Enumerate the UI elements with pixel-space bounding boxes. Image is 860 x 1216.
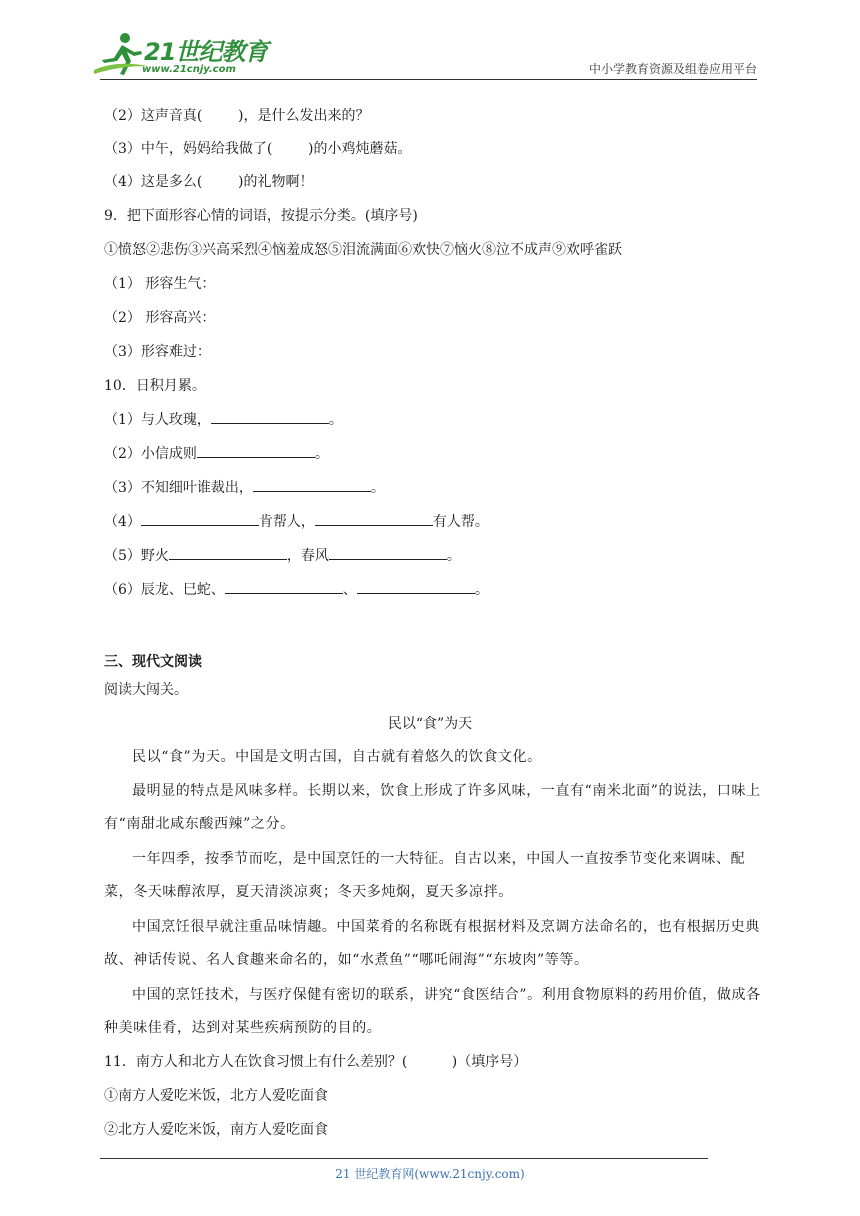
- article-paragraph: 中国的烹饪技术，与医疗保健有密切的联系，讲究“食医结合”。利用食物原料的药用价值，做成各种美味佳肴，达到对某些疾病预防的目的。: [104, 987, 761, 1036]
- answer-blank[interactable]: [141, 513, 259, 526]
- answer-blank[interactable]: [253, 479, 371, 492]
- q8-item-2: （2）这声音真( )，是什么发出来的？: [104, 108, 370, 124]
- answer-blank[interactable]: [225, 581, 343, 594]
- q10-item-6: （6）辰龙、巳蛇、 、 。: [104, 582, 489, 598]
- section-heading: 三、现代文阅读: [104, 654, 202, 670]
- q10-item-2: （2）小信成则 。: [104, 446, 329, 462]
- q10-title: 10．日积月累。: [104, 378, 206, 394]
- q11-option-1: ①南方人爱吃米饭，北方人爱吃面食: [104, 1088, 328, 1104]
- q9-item-3: （3）形容难过：: [104, 344, 211, 360]
- q10-item-4: （4） 肯帮人， 有人帮。: [104, 514, 489, 530]
- header-divider: [100, 79, 757, 80]
- q9-item-2: （2） 形容高兴：: [104, 310, 216, 326]
- q9-item-1: （1） 形容生气：: [104, 276, 216, 292]
- answer-blank[interactable]: [357, 581, 475, 594]
- article-paragraph: 中国烹饪很早就注重品味情趣。中国菜肴的名称既有根据材料及烹调方法命名的，也有根据历史典故、神话传说、名人食趣来命名的，如“水煮鱼”“哪吒闹海”“东坡肉”等等。: [104, 919, 760, 968]
- q8-item-3: （3）中午，妈妈给我做了( )的小鸡炖蘑菇。: [104, 141, 412, 157]
- article-paragraph: 一年四季，按季节而吃，是中国烹饪的一大特征。自古以来，中国人一直按季节变化来调味、配菜，冬天味醇浓厚，夏天清淡凉爽；冬天多炖焖，夏天多凉拌。: [104, 851, 746, 900]
- q8-item-4: （4）这是多么( )的礼物啊！: [104, 174, 314, 190]
- page-header: [0, 0, 860, 92]
- article-paragraph: 最明显的特点是风味多样。长期以来，饮食上形成了许多风味，一直有“南米北面”的说法，口味上有“南甜北咸东酸西辣”之分。: [104, 783, 761, 832]
- article-title: 民以“食”为天: [387, 716, 473, 732]
- article-paragraph: 民以“食”为天。中国是文明古国，自古就有着悠久的饮食文化。: [132, 749, 542, 765]
- answer-blank[interactable]: [315, 513, 433, 526]
- logo-url: www.21cnjy.com: [142, 64, 236, 75]
- site-logo: [92, 30, 268, 78]
- section-intro: 阅读大闯关。: [104, 682, 188, 698]
- platform-name: 中小学教育资源及组卷应用平台: [588, 62, 757, 76]
- answer-blank[interactable]: [169, 547, 287, 560]
- footer-text[interactable]: 21 世纪教育网(www.21cnjy.com): [335, 1167, 525, 1181]
- footer-divider: [100, 1158, 708, 1159]
- q11-option-2: ②北方人爱吃米饭，南方人爱吃面食: [104, 1122, 328, 1138]
- q9-options: ①愤怒②悲伤③兴高采烈④恼羞成怒⑤泪流满面⑥欢快⑦恼火⑧泣不成声⑨欢呼雀跃: [104, 242, 622, 258]
- q11-title: 11．南方人和北方人在饮食习惯上有什么差别？( )（填序号）: [104, 1054, 528, 1070]
- q10-item-3: （3）不知细叶谁裁出， 。: [104, 480, 385, 496]
- answer-blank[interactable]: [211, 411, 329, 424]
- answer-blank[interactable]: [197, 445, 315, 458]
- answer-blank[interactable]: [329, 547, 447, 560]
- q10-item-5: （5）野火 ，春风 。: [104, 548, 461, 564]
- q9-title: 9．把下面形容心情的词语，按提示分类。(填序号): [104, 208, 418, 224]
- q10-item-1: （1）与人玫瑰， 。: [104, 412, 343, 428]
- logo-wordmark: 21世纪教育: [144, 38, 268, 66]
